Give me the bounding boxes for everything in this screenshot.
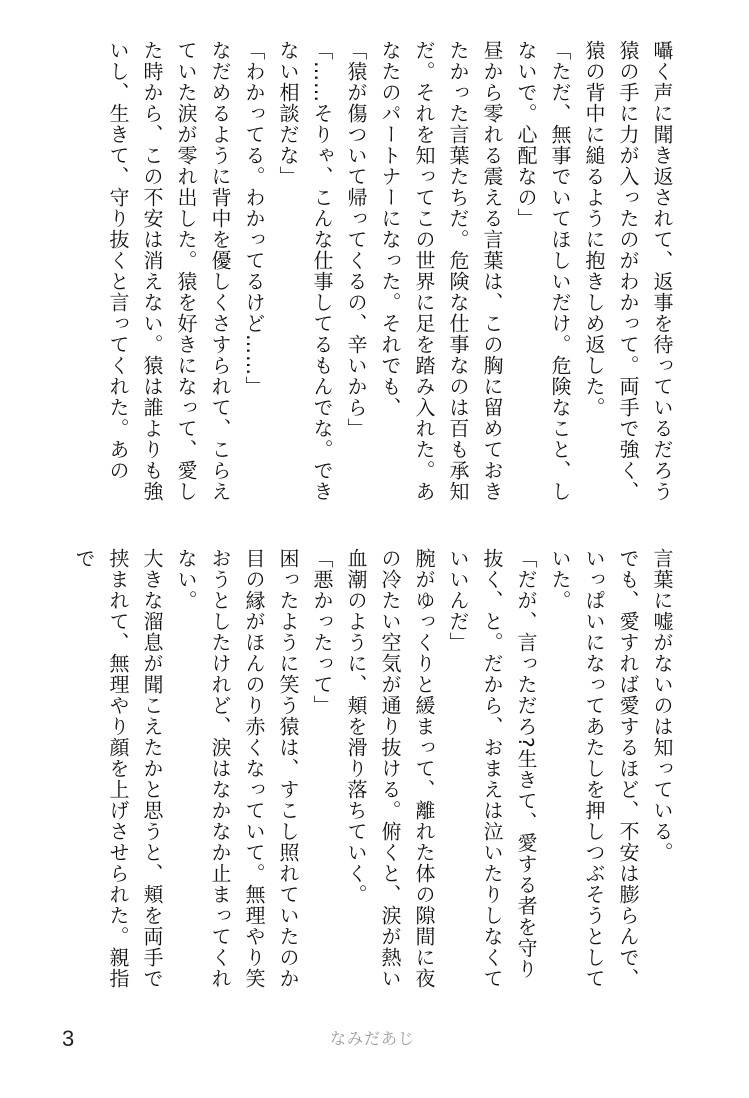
paragraph: 腕がゆっくりと緩まって、離れた体の隙間に夜の冷たい空気が通り抜ける。俯くと、涙が熱い血潮のように、頬を滑り落ちていく。 xyxy=(344,548,436,989)
page-number: 3 xyxy=(62,1026,75,1051)
paragraph: 「ただ、無事でいてほしいだけ。危険なこと、しないで。心配なの」 xyxy=(514,40,572,502)
paragraph: なだめるように背中を優しくさすられて、こらえていた涙が零れ出した。猿を好きになって、愛した時から、この不安は消えない。猿は誰よりも強いし、生きて、守り抜くと言ってくれた。あの xyxy=(106,40,232,502)
paragraph: でも、愛すれば愛するほど、不安は膨らんで、いっぱいになってあたしを押しつぶそうとしていた。 xyxy=(548,548,640,989)
author-name: なみだあじ xyxy=(330,1029,416,1048)
paragraph: 「猿が傷ついて帰ってくるの、辛いから」 xyxy=(344,40,368,439)
upper-text-block xyxy=(89,40,679,510)
paragraph: 昼から零れる震える言葉は、この胸に留めておきたかった言葉たちだ。危険な仕事なのは百も承知だ。それを知ってこの世界に足を踏み入れた。あなたのパートナーになった。それでも、 xyxy=(378,40,504,502)
paragraph: 「だが、言っただろ?生きて、愛する者を守り抜く、と。だから、おまえは泣いたりしなくていいんだ」 xyxy=(446,548,538,989)
paragraph: 「わかってる。わかってるけど……」 xyxy=(242,40,266,397)
paragraph: 「悪かったって」 xyxy=(310,548,334,716)
paragraph: 困ったように笑う猿は、すこし照れていたのか目の縁がほんのり赤くなっていて。無理やり笑おうとしたけれど、涙はなかなか止まってくれない。 xyxy=(174,548,300,989)
paragraph: 言葉に嘘がないのは知っている。 xyxy=(650,548,674,863)
lower-text-block xyxy=(72,548,679,998)
paragraph: 「……そりゃ、こんな仕事してるもんでな。できない相談だな」 xyxy=(276,40,334,502)
paragraph: 大きな溜息が聞こえたかと思うと、頬を両手で挟まれて、無理やり顔を上げさせられた。親指で xyxy=(72,548,164,989)
paragraph: 囁く声に聞き返されて、返事を待っているだろう猿の手に力が入ったのがわかって。両手で強く、猿の背中に縋るように抱きしめ返した。 xyxy=(582,40,674,502)
